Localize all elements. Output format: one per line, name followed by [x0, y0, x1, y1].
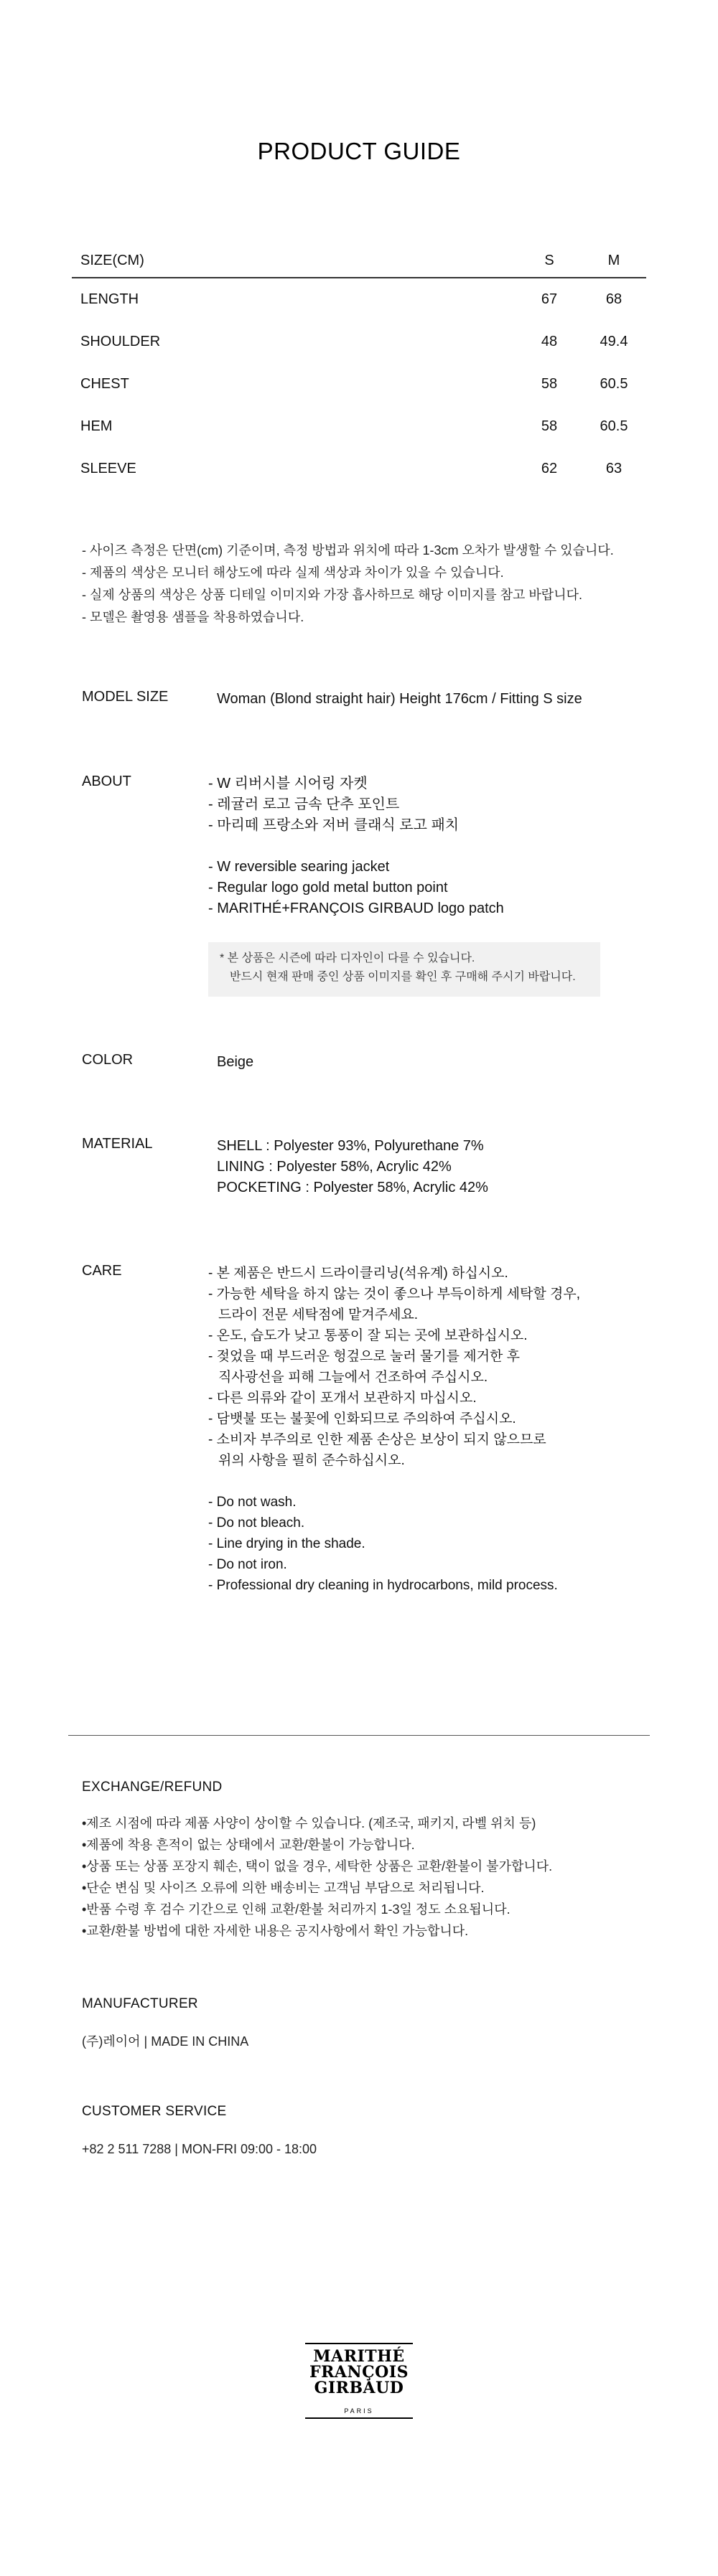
material-label: MATERIAL [82, 1136, 153, 1152]
material-line: LINING : Polyester 58%, Acrylic 42% [217, 1159, 452, 1175]
note-line: - 제품의 색상은 모니터 해상도에 따라 실제 색상과 차이가 있을 수 있습니다. [82, 565, 504, 580]
care-line: - 소비자 부주의로 인한 제품 손상은 보상이 되지 않으므로 [208, 1432, 546, 1447]
about-line: - W reversible searing jacket [208, 859, 390, 875]
care-line: - Professional dry cleaning in hydrocarbons, mild process. [208, 1578, 558, 1593]
size-row-shoulder [72, 321, 646, 363]
about-label: ABOUT [82, 774, 131, 789]
exchange-line: •제품에 착용 흔적이 없는 상태에서 교환/환불이 가능합니다. [82, 1838, 415, 1852]
notice-line: * 본 상품은 시즌에 따라 디자인이 다를 수 있습니다. [220, 952, 475, 964]
note-line: - 실제 상품의 색상은 상품 디테일 이미지와 가장 흡사하므로 해당 이미지를 참고 바랍니다. [82, 588, 582, 602]
care-line: 위의 사항을 필히 준수하십시오. [218, 1453, 405, 1468]
color-value: Beige [217, 1054, 254, 1070]
size-row-label: LENGTH [80, 291, 139, 307]
model-size-label: MODEL SIZE [82, 689, 169, 705]
size-row-s: 48 [541, 334, 558, 349]
page-title: PRODUCT GUIDE [257, 138, 461, 164]
about-line: - 레귤러 로고 금속 단추 포인트 [208, 796, 400, 812]
manufacturer-title: MANUFACTURER [82, 1996, 198, 2011]
design-notice-box [208, 942, 600, 997]
size-row-length [72, 278, 646, 321]
exchange-refund-title: EXCHANGE/REFUND [82, 1780, 223, 1795]
care-line: - 젖었을 때 부드러운 헝겊으로 눌러 물기를 제거한 후 [208, 1349, 520, 1364]
model-size-value: Woman (Blond straight hair) Height 176cm / Fitting S size [217, 691, 582, 707]
material-value [217, 1136, 676, 1198]
size-row-label: SHOULDER [80, 334, 161, 349]
exchange-line: •상품 또는 상품 포장지 훼손, 택이 없을 경우, 세탁한 상품은 교환/환불이 불가합니다. [82, 1859, 553, 1874]
note-line: - 사이즈 측정은 단면(cm) 기준이며, 측정 방법과 위치에 따라 1-3cm 오차가 발생할 수 있습니다. [82, 543, 614, 558]
size-row-label: SLEEVE [80, 461, 136, 476]
size-row-chest [72, 363, 646, 405]
about-line: - 마리떼 프랑소와 저버 클래식 로고 패치 [208, 817, 460, 833]
size-header-m: M [607, 252, 620, 268]
section-divider [68, 1735, 650, 1736]
care-line: - 가능한 세탁을 하지 않는 것이 좋으나 부득이하게 세탁할 경우, [208, 1287, 580, 1302]
exchange-line: •반품 수령 후 검수 기간으로 인해 교환/환불 처리까지 1-3일 정도 소요됩니다. [82, 1902, 510, 1917]
size-row-s: 58 [541, 418, 558, 434]
brand-logo [0, 2343, 718, 2419]
size-row-s: 67 [541, 291, 558, 307]
size-row-sleeve [72, 448, 646, 490]
care-line: - Do not wash. [208, 1495, 297, 1510]
care-line: - 담뱃불 또는 불꽃에 인화되므로 주의하여 주십시오. [208, 1411, 516, 1426]
exchange-refund-body [82, 1813, 656, 1942]
about-line: - MARITHÉ+FRANÇOIS GIRBAUD logo patch [208, 901, 504, 916]
size-row-label: CHEST [80, 376, 129, 392]
size-row-m: 63 [605, 461, 623, 476]
color-label: COLOR [82, 1052, 134, 1068]
customer-service-value: +82 2 511 7288 | MON-FRI 09:00 - 18:00 [82, 2142, 317, 2156]
size-table [72, 244, 646, 490]
care-line: 드라이 전문 세탁점에 맡겨주세요. [218, 1307, 419, 1322]
exchange-line: •단순 변심 및 사이즈 오류에 의한 배송비는 고객님 부담으로 처리됩니다. [82, 1881, 485, 1895]
size-table-header [72, 244, 646, 278]
logo-mark [305, 2343, 413, 2419]
logo-text-line: FRANÇOIS [309, 2363, 409, 2382]
care-line: - Do not bleach. [208, 1515, 305, 1531]
care-label: CARE [82, 1263, 122, 1279]
care-line: - 온도, 습도가 낮고 통풍이 잘 되는 곳에 보관하십시오. [208, 1328, 528, 1343]
size-row-hem [72, 405, 646, 448]
about-line: - Regular logo gold metal button point [208, 880, 448, 896]
logo-paris: PARIS [344, 2407, 374, 2415]
care-line: 직사광선을 피해 그늘에서 건조하여 주십시오. [218, 1370, 488, 1385]
about-description [208, 774, 668, 919]
size-row-s: 62 [541, 461, 558, 476]
about-line: - W 리버시블 시어링 자켓 [208, 776, 368, 791]
notice-line: 반드시 현재 판매 중인 상품 이미지를 확인 후 구매해 주시기 바랍니다. [230, 971, 576, 983]
size-row-m: 60.5 [600, 376, 628, 392]
care-line: - Line drying in the shade. [208, 1536, 365, 1551]
customer-service-title: CUSTOMER SERVICE [82, 2104, 227, 2119]
note-line: - 모델은 촬영용 샘플을 착용하였습니다. [82, 610, 304, 624]
about-section [82, 774, 656, 1003]
exchange-line: •교환/환불 방법에 대한 자세한 내용은 공지사항에서 확인 가능합니다. [82, 1924, 469, 1938]
exchange-line: •제조 시점에 따라 제품 사양이 상이할 수 있습니다. (제조국, 패키지, 라벨 위치 등) [82, 1816, 536, 1830]
care-instructions [208, 1263, 711, 1596]
size-header-s: S [544, 252, 554, 268]
size-row-label: HEM [80, 418, 113, 434]
manufacturer-value: (주)레이어 | MADE IN CHINA [82, 2034, 249, 2049]
material-line: SHELL : Polyester 93%, Polyurethane 7% [217, 1138, 484, 1154]
care-line: - 본 제품은 반드시 드라이클리닝(석유계) 하십시오. [208, 1266, 508, 1281]
material-line: POCKETING : Polyester 58%, Acrylic 42% [217, 1180, 488, 1195]
size-row-m: 68 [605, 291, 623, 307]
care-line: - Do not iron. [208, 1557, 287, 1572]
care-line: - 다른 의류와 같이 포개서 보관하지 마십시오. [208, 1391, 477, 1406]
size-row-m: 49.4 [600, 334, 628, 349]
size-row-s: 58 [541, 376, 558, 392]
logo-text-line: MARITHÉ [313, 2347, 405, 2366]
size-row-m: 60.5 [600, 418, 628, 434]
measurement-notes [82, 540, 656, 629]
size-header-label: SIZE(CM) [80, 252, 144, 268]
logo-text-line: GIRBAUD [314, 2379, 404, 2397]
